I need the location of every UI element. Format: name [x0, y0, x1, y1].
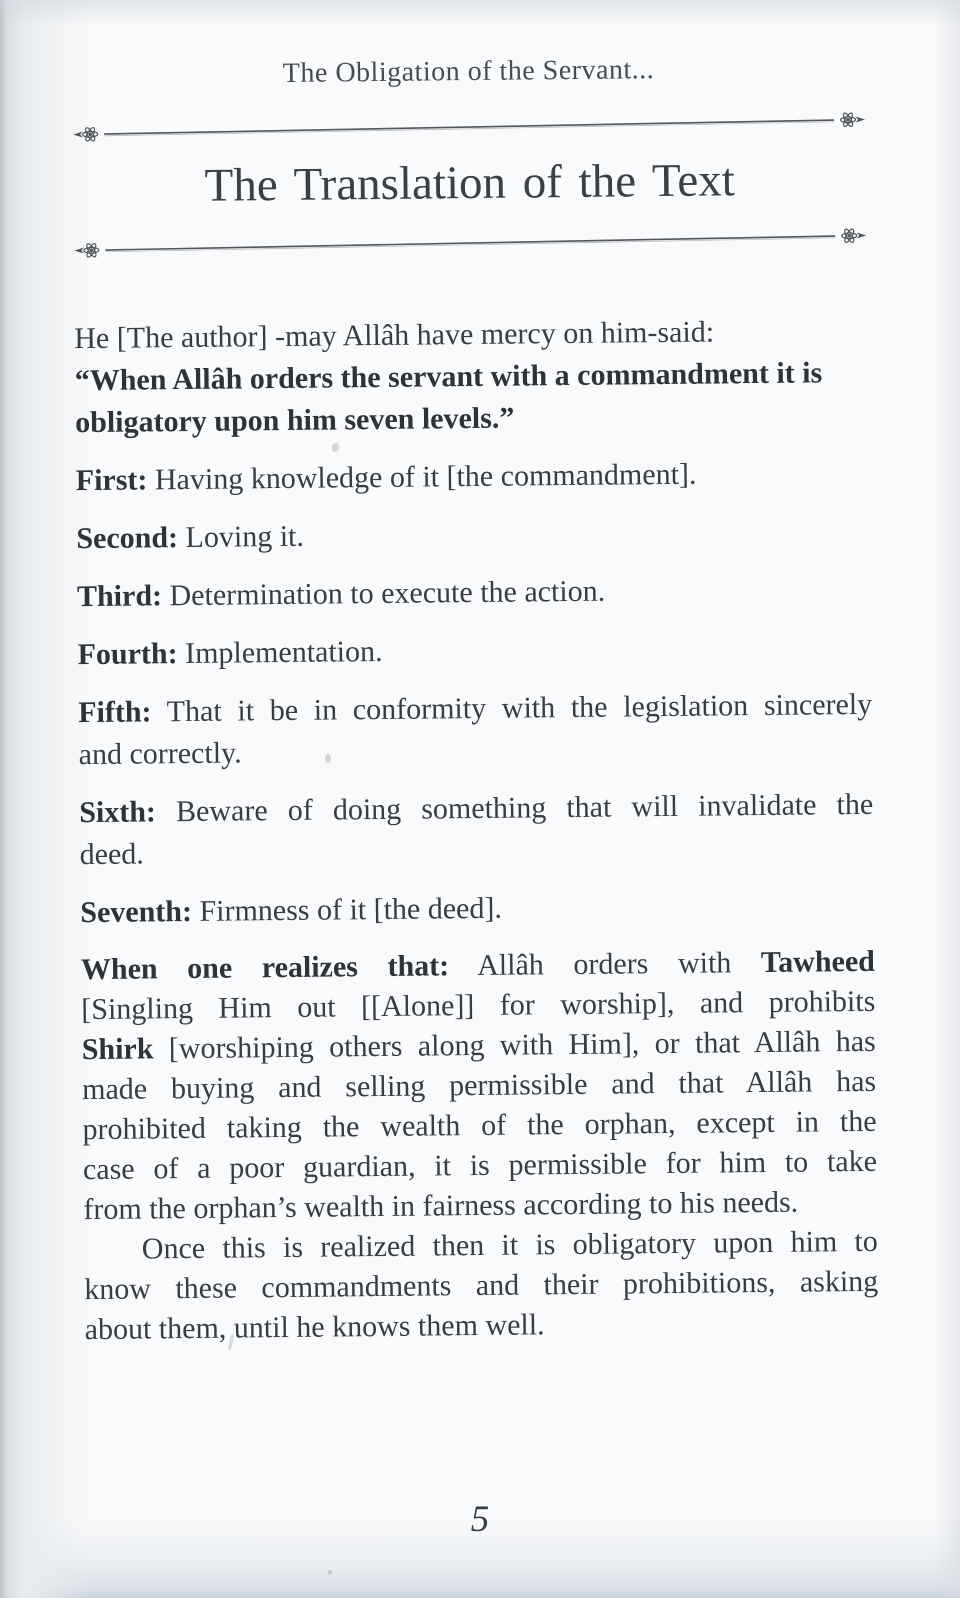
- level-item: [77, 568, 871, 618]
- attribution-line: He [The author] -may Allâh have mercy on him-said:: [74, 315, 715, 356]
- level-label: First:: [75, 463, 148, 498]
- ornamental-divider-bottom: [73, 220, 867, 265]
- level-text: Implementation.: [184, 634, 383, 671]
- paragraph-line: know these commandments and their prohibitions, asking: [84, 1264, 879, 1307]
- left-fleuron-icon: [74, 242, 99, 258]
- text-segment: Allâh orders with: [476, 946, 732, 982]
- text-segment: [worshiping others along with Him], or that Allâh has: [168, 1024, 876, 1066]
- paragraph-line: [Singling Him out [[Alone]] for worship], and prohibits: [81, 984, 876, 1027]
- level-label: Sixth:: [79, 795, 157, 830]
- level-label: Second:: [76, 521, 179, 556]
- paragraph-line: case of a poor guardian, it is permissible for him to take: [82, 1144, 878, 1187]
- level-item: [76, 510, 870, 560]
- section-title: The Translation of the Text: [204, 154, 736, 212]
- level-label: Third:: [76, 579, 163, 614]
- bold-phrase: When one realizes that:: [80, 949, 450, 987]
- level-item: [78, 684, 873, 776]
- level-text: Beware of doing something that will invalidate the: [175, 787, 874, 829]
- level-item: [77, 626, 871, 676]
- left-fleuron-icon: [73, 126, 98, 142]
- level-line: [78, 684, 872, 734]
- levels-list: [76, 452, 875, 934]
- level-text: Loving it.: [185, 519, 305, 555]
- level-line: [79, 784, 873, 834]
- level-line: deed.: [79, 837, 145, 872]
- level-item: [76, 452, 870, 502]
- page-content: [71, 36, 879, 1350]
- ornamental-divider-top: [72, 104, 866, 149]
- right-fleuron-icon: [842, 228, 867, 244]
- level-item: [79, 784, 874, 876]
- paragraph-line: from the orphan’s wealth in fairness according to his needs.: [83, 1185, 799, 1227]
- level-text: Firmness of it [the deed].: [199, 891, 503, 928]
- paragraph-line: Once this is realized then it is obligatory upon him to: [141, 1224, 878, 1266]
- scan-artifact: [325, 754, 331, 763]
- bold-term-tawheed: Tawheed: [760, 944, 876, 980]
- paragraph-line: prohibited taking the wealth of the orphan, except in the: [82, 1104, 877, 1147]
- level-text: Determination to execute the action.: [169, 574, 606, 613]
- quote-line: obligatory upon him seven levels.”: [75, 401, 515, 440]
- paragraph-line: made buying and selling permissible and that Allâh has: [81, 1064, 877, 1107]
- level-label: Fourth:: [77, 637, 178, 672]
- bold-term-shirk: Shirk: [81, 1032, 154, 1067]
- realization-paragraph: [81, 942, 878, 1230]
- divider-rule-with-fleuron-icon: [72, 104, 866, 149]
- quote-line: “When Allâh orders the servant with a commandment it is: [74, 356, 823, 398]
- scan-artifact: [328, 1570, 332, 1575]
- level-text: That it be in conformity with the legislation sincerely: [166, 687, 873, 729]
- right-fleuron-icon: [840, 112, 865, 128]
- divider-rule-with-fleuron-icon: [73, 220, 867, 265]
- level-text: Having knowledge of it [the commandment].: [154, 457, 697, 497]
- level-label: Seventh:: [80, 894, 193, 930]
- level-item: [80, 884, 874, 934]
- level-line: and correctly.: [78, 736, 242, 772]
- level-label: Fifth:: [78, 695, 152, 730]
- matn-quote: [75, 352, 870, 444]
- running-header: The Obligation of the Servant...: [282, 54, 655, 89]
- closing-paragraph: [84, 1222, 879, 1350]
- paragraph-line: about them, until he knows them well.: [84, 1308, 545, 1347]
- page-number: 5: [470, 1499, 490, 1540]
